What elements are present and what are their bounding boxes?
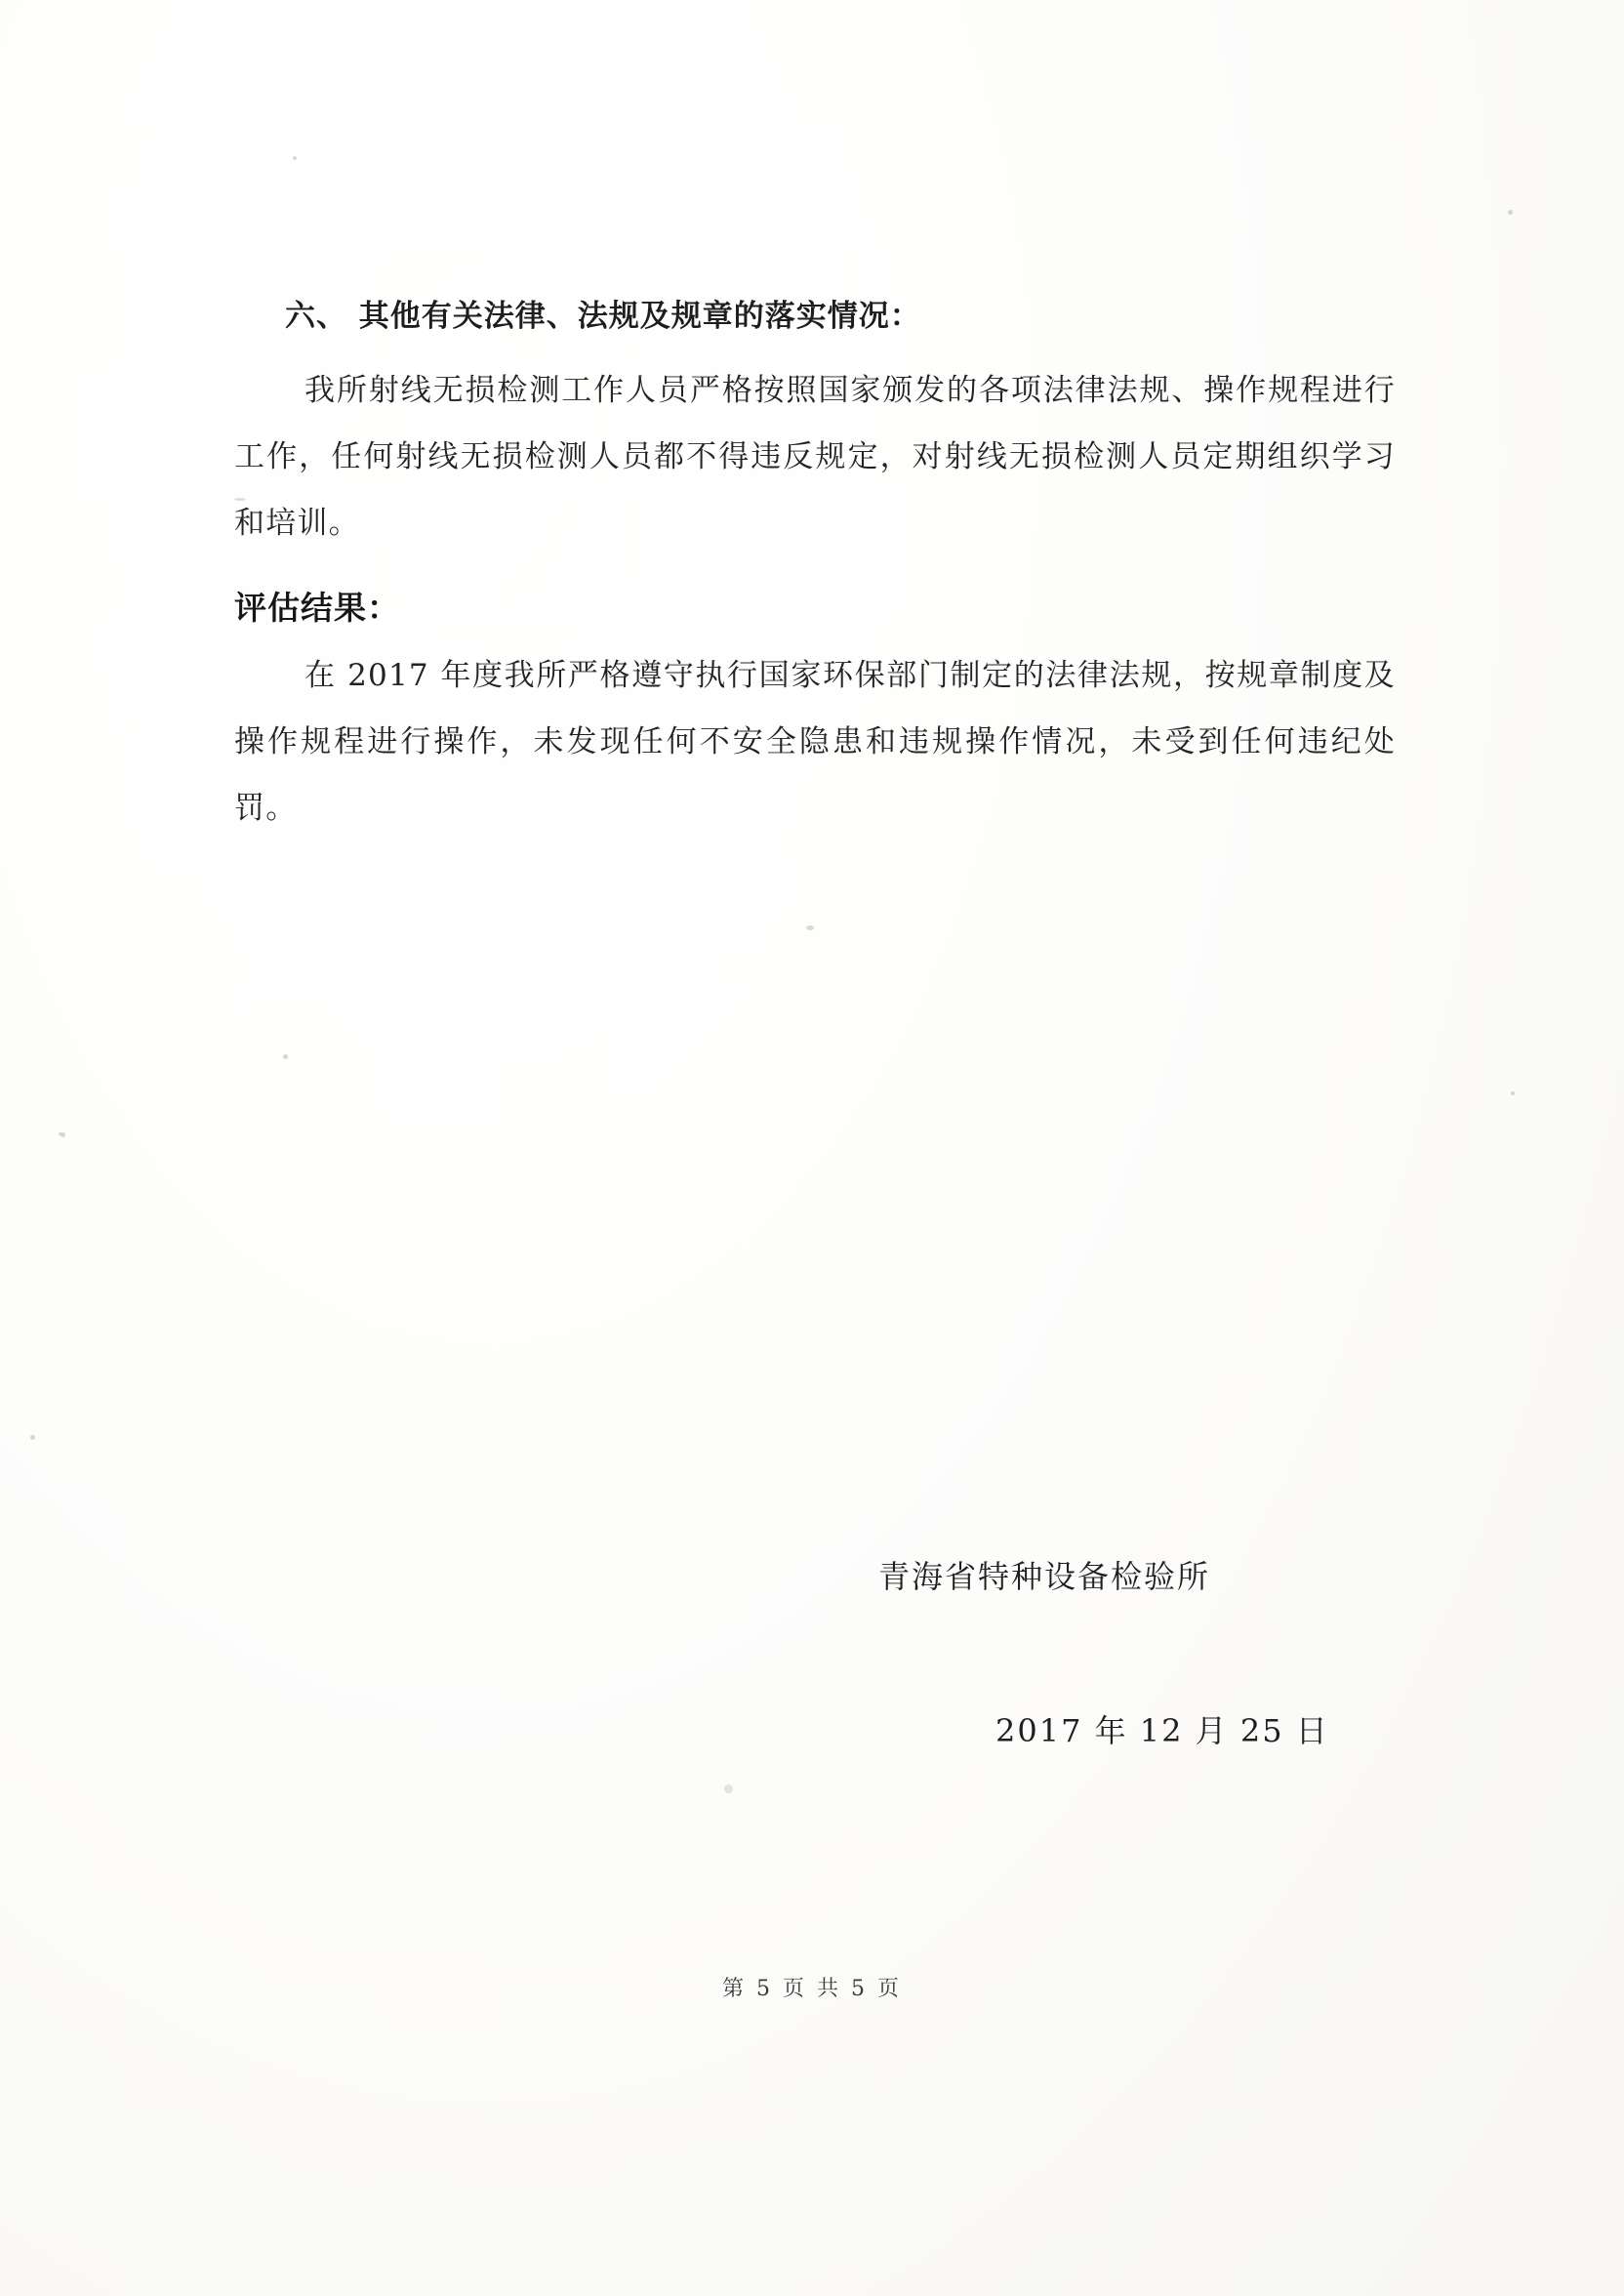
scan-speckle	[30, 1435, 35, 1440]
scan-smudge	[724, 1784, 733, 1793]
signature-block	[878, 1552, 1386, 1751]
scan-speckle	[1508, 210, 1513, 215]
result-paragraph: 在 2017 年度我所严格遵守执行国家环保部门制定的法律法规，按规章制度及操作规程进行操作，未发现任何不安全隐患和违规操作情况，未受到任何违纪处罚。	[234, 657, 1396, 826]
document-body	[234, 293, 1396, 847]
body-paragraph: 我所射线无损检测工作人员严格按照国家颁发的各项法律法规、操作规程进行工作，任何射线无损检测人员都不得违反规定，对射线无损检测人员定期组织学习和培训。	[234, 373, 1396, 542]
section-heading: 六、 其他有关法律、法规及规章的落实情况：	[285, 299, 921, 334]
scan-speckle	[283, 1054, 288, 1059]
scan-speckle	[293, 156, 297, 160]
scan-speckle	[59, 1132, 61, 1135]
page-footer: 第 5 页 共 5 页	[722, 1977, 902, 2001]
signature-organization: 青海省特种设备检验所	[878, 1558, 1211, 1595]
result-heading: 评估结果：	[234, 589, 400, 628]
scan-smudge	[806, 925, 814, 930]
scan-speckle	[1511, 1091, 1515, 1095]
signature-date: 2017 年 12 月 25 日	[995, 1712, 1329, 1749]
